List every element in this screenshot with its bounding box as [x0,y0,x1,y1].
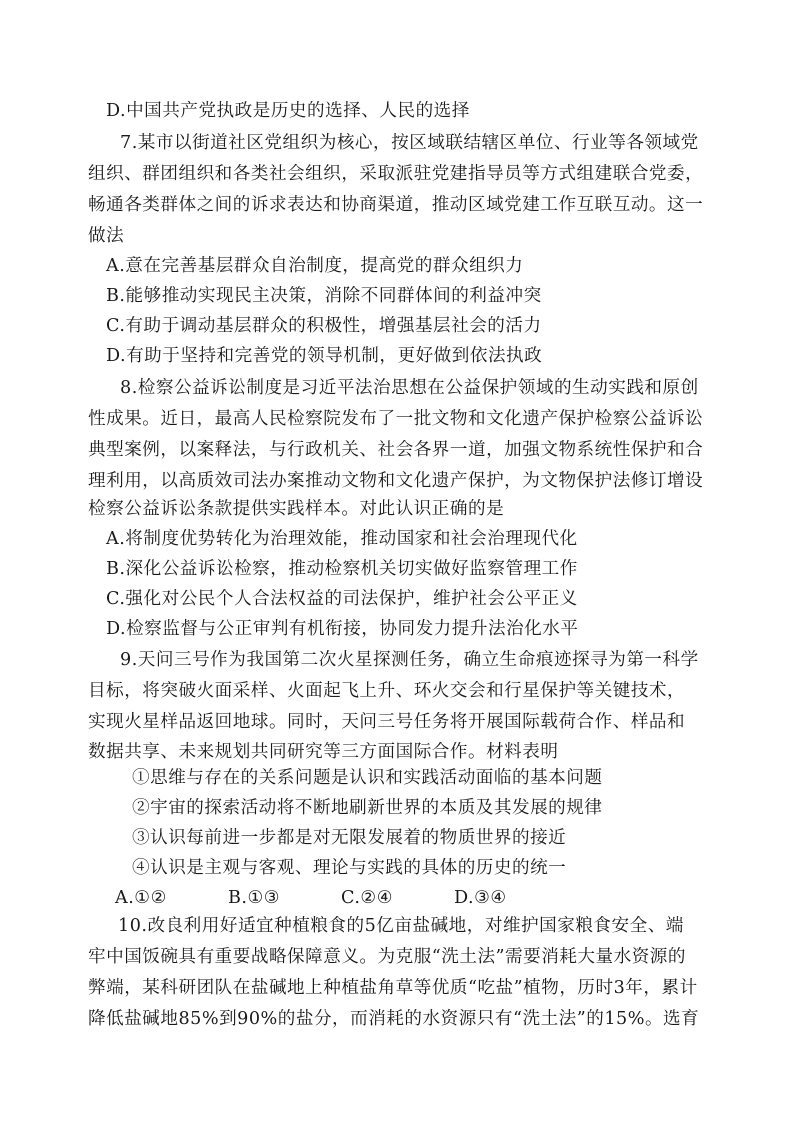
q6-option-d: D.中国共产党执政是历史的选择、人民的选择 [106,101,470,121]
q8-stem-line-2: 性成果。近日，最高人民检察院发布了一批文物和文化遗产保护检察公益诉讼 [88,409,704,429]
q10-stem-line-4: 降低盐碱地85%到90%的盐分，而消耗的水资源只有“洗土法”的15%。选育 [88,1009,700,1029]
q9-statement-1: ①思维与存在的关系问题是认识和实践活动面临的基本问题 [132,768,603,788]
q9-stem-line-2: 目标，将突破火面采样、火面起飞上升、环火交会和行星保护等关键技术， [88,681,686,701]
q8-stem-line-5: 检察公益诉讼条款提供实践样本。对此认识正确的是 [88,499,505,519]
q9-stem-line-4: 数据共享、未来规划共同研究等三方面国际合作。材料表明 [88,742,559,762]
q7-option-a: A.意在完善基层群众自治制度，提高党的群众组织力 [106,256,524,276]
q9-choice-d[interactable]: D.③④ [454,888,507,908]
q8-stem-line-4: 理利用，以高质效司法办案推动文物和文化遗产保护，为文物保护法修订增设 [88,471,704,491]
q7-option-d: D.有助于坚持和完善党的领导机制，更好做到依法执政 [106,346,543,366]
q9-stem-line-1: 9.天问三号作为我国第二次火星探测任务，确立生命痕迹探寻为第一科学 [120,650,699,670]
q9-choices [115,883,507,913]
q10-stem-line-3: 弊端，某科研团队在盐碱地上种植盐角草等优质“吃盐”植物，历时3年，累计 [88,978,698,998]
q8-option-b: B.深化公益诉讼检察，推动检察机关切实做好监察管理工作 [106,559,578,579]
q9-choice-a[interactable]: A.①② [115,888,167,908]
q9-choice-b[interactable]: B.①③ [228,888,281,908]
q7-stem-line-2: 组织、群团组织和各类社会组织，采取派驻党建指导员等方式组建联合党委， [88,164,704,184]
q7-option-c: C.有助于调动基层群众的积极性，增强基层社会的活力 [106,316,542,336]
q9-statement-3: ③认识每前进一步都是对无限发展着的物质世界的接近 [132,828,567,848]
q7-option-b: B.能够推动实现民主决策，消除不同群体间的利益冲突 [106,286,542,306]
q9-statement-4: ④认识是主观与客观、理论与实践的具体的历史的统一 [132,858,567,878]
q9-statement-2: ②宇宙的探索活动将不断地刷新世界的本质及其发展的规律 [132,798,603,818]
q10-stem-line-2: 牢中国饭碗具有重要战略保障意义。为克服“洗土法”需要消耗大量水资源的 [88,947,686,967]
q9-choice-c[interactable]: C.②④ [341,888,393,908]
q7-stem-line-1: 7.某市以街道社区党组织为核心，按区域联结辖区单位、行业等各领域党 [120,133,699,153]
q9-stem-line-3: 实现火星样品返回地球。同时，天问三号任务将开展国际载荷合作、样品和 [88,712,686,732]
q7-stem-line-3: 畅通各类群体之间的诉求表达和协商渠道，推动区域党建工作互联互动。这一 [88,195,704,215]
q8-stem-line-1: 8.检察公益诉讼制度是习近平法治思想在公益保护领域的生动实践和原创 [120,378,699,398]
q8-option-c: C.强化对公民个人合法权益的司法保护，维护社会公平正义 [106,589,578,609]
q10-stem-line-1: 10.改良利用好适宜种植粮食的5亿亩盐碱地，对维护国家粮食安全、端 [118,916,684,936]
q8-option-d: D.检察监督与公正审判有机衔接，协同发力提升法治化水平 [106,619,579,639]
q7-stem-line-4: 做法 [88,226,125,246]
q8-stem-line-3: 典型案例，以案释法，与行政机关、社会各界一道，加强文物系统性保护和合 [88,440,704,460]
q8-option-a: A.将制度优势转化为治理效能，推动国家和社会治理现代化 [106,529,578,549]
